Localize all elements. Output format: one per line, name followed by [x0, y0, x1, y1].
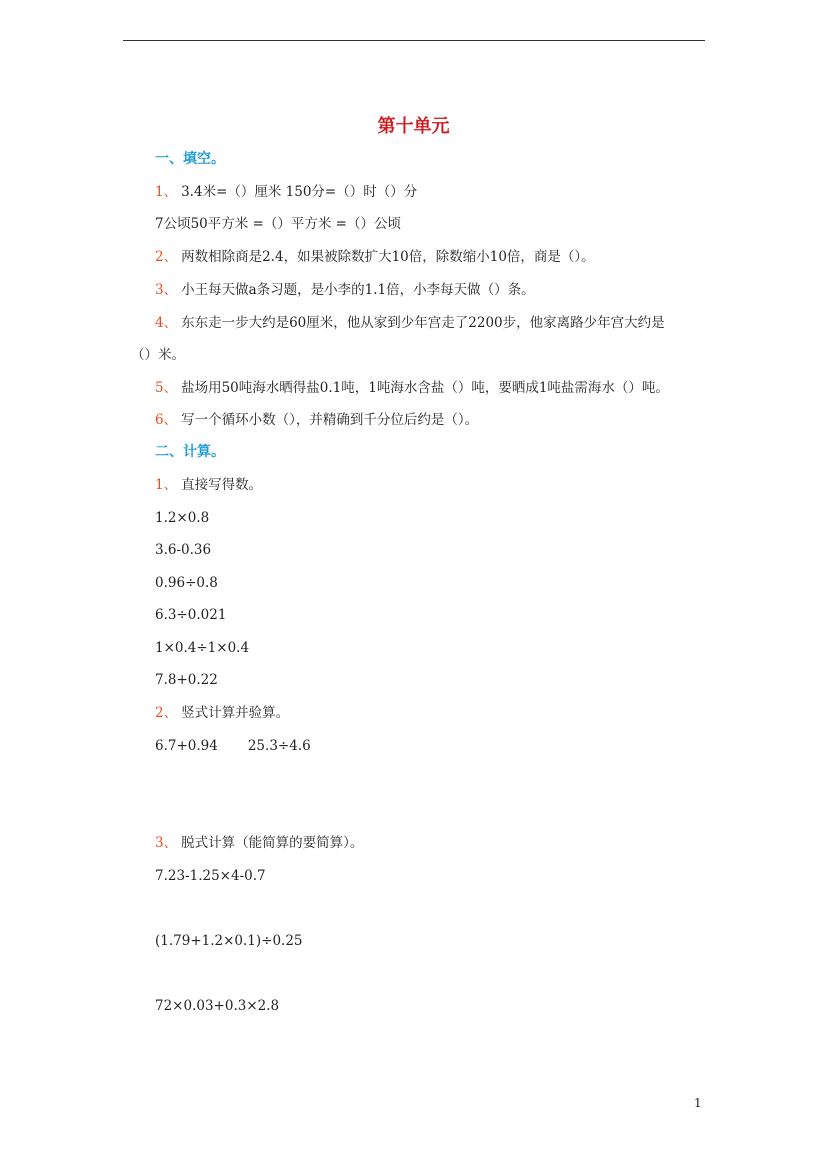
calc-item: 6.7+0.94 — [155, 738, 218, 754]
question-1b: 7公顷50平方米 =（）平方米 =（）公顷 — [155, 216, 401, 232]
calc-item: 3.6-0.36 — [155, 542, 212, 558]
calc-vertical-items — [155, 737, 311, 755]
question-number: 2、 — [155, 249, 178, 265]
question-text: 两数相除商是2.4，如果被除数扩大10倍，除数缩小10倍，商是（）。 — [181, 249, 595, 265]
question-3 — [155, 281, 535, 299]
question-number: 3、 — [155, 835, 178, 851]
question-number: 6、 — [155, 412, 178, 428]
calc-question-3 — [155, 834, 363, 852]
question-2 — [155, 248, 595, 266]
question-number: 4、 — [155, 315, 178, 331]
section-calc-heading: 二、计算。 — [155, 444, 225, 460]
calc-item: 0.96÷0.8 — [155, 575, 218, 591]
calc-item: 7.8+0.22 — [155, 672, 218, 688]
question-text: 小王每天做a条习题，是小李的1.1倍，小李每天做（）条。 — [181, 282, 535, 298]
question-6 — [155, 411, 478, 429]
question-text: 脱式计算（能简算的要简算）。 — [181, 835, 364, 851]
question-4b: （）米。 — [131, 347, 185, 363]
question-text: 写一个循环小数（），并精确到千分位后约是（）。 — [181, 412, 479, 428]
calc-item: (1.79+1.2×0.1)÷0.25 — [155, 933, 303, 949]
question-text: 竖式计算并验算。 — [181, 705, 290, 721]
header-rule — [123, 40, 705, 41]
calc-question-2 — [155, 704, 289, 722]
question-1a — [155, 183, 417, 201]
question-number: 1、 — [155, 184, 178, 200]
page-number: 1 — [694, 1096, 702, 1110]
calc-item: 25.3÷4.6 — [247, 738, 311, 754]
question-number: 1、 — [155, 477, 178, 493]
question-text: 3.4米=（）厘米 150分=（）时（）分 — [181, 184, 418, 200]
page-title: 第十单元 — [377, 116, 450, 137]
calc-item: 7.23-1.25×4-0.7 — [155, 868, 266, 884]
calc-item: 72×0.03+0.3×2.8 — [155, 998, 280, 1014]
question-text: 东东走一步大约是60厘米，他从家到少年宫走了2200步，他家离路少年宫大约是 — [181, 315, 665, 331]
calc-item: 6.3÷0.021 — [155, 607, 227, 623]
section-fill-heading: 一、填空。 — [155, 151, 225, 167]
question-text: 直接写得数。 — [181, 477, 263, 493]
question-number: 5、 — [155, 380, 178, 396]
question-number: 2、 — [155, 705, 178, 721]
calc-question-1 — [155, 476, 262, 494]
calc-item: 1.2×0.8 — [155, 510, 210, 526]
question-text: 盐场用50吨海水晒得盐0.1吨，1吨海水含盐（）吨，要晒成1吨盐需海水（）吨。 — [181, 380, 669, 396]
question-4a — [155, 314, 665, 332]
question-5 — [155, 379, 669, 397]
calc-item: 1×0.4÷1×0.4 — [155, 640, 250, 656]
question-number: 3、 — [155, 282, 178, 298]
